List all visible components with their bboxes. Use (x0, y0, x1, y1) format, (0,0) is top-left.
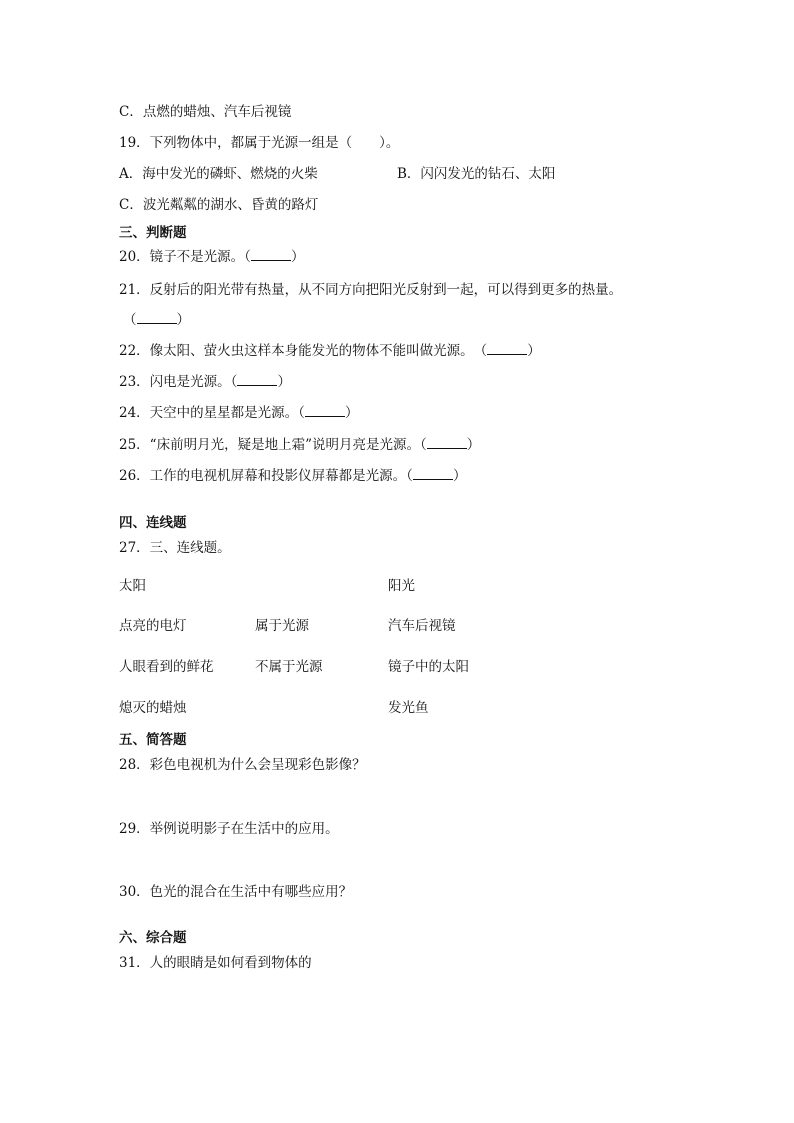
match-right-3: 镜子中的太阳 (388, 659, 469, 675)
q23-text: 23．闪电是光源。（ (119, 374, 238, 390)
q29: 29．举例说明影子在生活中的应用。 (119, 821, 339, 837)
q24 (119, 404, 358, 422)
q26-text: 26．工作的电视机屏幕和投影仪屏幕都是光源。（ (119, 468, 413, 484)
q19-option-b: B．闪闪发光的钻石、太阳 (397, 166, 556, 182)
q23-close: ） (277, 374, 291, 390)
q21-answer (123, 311, 190, 329)
q24-text: 24．天空中的星星都是光源。（ (119, 405, 305, 421)
q19-stem: 19．下列物体中，都属于光源一组是（ ）。 (119, 135, 400, 151)
answer-blank (137, 311, 177, 324)
answer-blank (427, 436, 467, 449)
q22 (119, 342, 541, 360)
q31: 31．人的眼睛是如何看到物体的 (119, 955, 312, 971)
q21-close: ） (176, 312, 190, 328)
match-right-2: 汽车后视镜 (388, 618, 456, 634)
match-left-2: 点亮的电灯 (119, 618, 187, 634)
q19-option-c: C．波光粼粼的湖水、昏黄的路灯 (119, 197, 319, 213)
q26 (119, 467, 466, 485)
section5-title: 五、简答题 (119, 732, 187, 748)
q19-option-a: A．海中发光的磷虾、燃烧的火柴 (119, 166, 318, 182)
section6-title: 六、综合题 (119, 930, 187, 946)
q22-close: ） (527, 343, 541, 359)
section3-title: 三、判断题 (119, 225, 187, 241)
q22-text: 22．像太阳、萤火虫这样本身能发光的物体不能叫做光源。 （ (119, 343, 488, 359)
q20-close: ） (290, 249, 305, 265)
q18-option-c: C．点燃的蜡烛、汽车后视镜 (119, 104, 292, 120)
section4-title: 四、连线题 (119, 515, 187, 531)
q25-close: ） (466, 437, 481, 453)
answer-blank (251, 248, 291, 261)
q27-stem: 27．三、连线题。 (119, 540, 231, 556)
match-right-1: 阳光 (388, 578, 415, 594)
q21: 21．反射后的阳光带有热量，从不同方向把阳光反射到一起，可以得到更多的热量。 (119, 282, 623, 298)
q23 (119, 373, 291, 391)
match-left-1: 太阳 (119, 578, 146, 594)
q24-close: ） (344, 405, 359, 421)
answer-blank (237, 373, 277, 386)
match-left-4: 熄灭的蜡烛 (119, 700, 187, 716)
q21-open: （ (123, 312, 137, 328)
match-middle-1: 属于光源 (255, 618, 309, 634)
answer-blank (413, 467, 453, 480)
match-middle-2: 不属于光源 (255, 659, 323, 675)
q20-text: 20．镜子不是光源。（ (119, 249, 251, 265)
answer-blank (305, 404, 345, 417)
q28: 28．彩色电视机为什么会呈现彩色影像？ (119, 757, 366, 773)
q26-close: ） (452, 468, 467, 484)
match-right-4: 发光鱼 (388, 700, 429, 716)
match-left-3: 人眼看到的鲜花 (119, 659, 214, 675)
q20 (119, 248, 304, 266)
q25-text: 25．“床前明月光，疑是地上霜”说明月亮是光源。（ (119, 437, 427, 453)
answer-blank (487, 342, 527, 355)
q30: 30．色光的混合在生活中有哪些应用？ (119, 884, 353, 900)
q25 (119, 436, 480, 454)
